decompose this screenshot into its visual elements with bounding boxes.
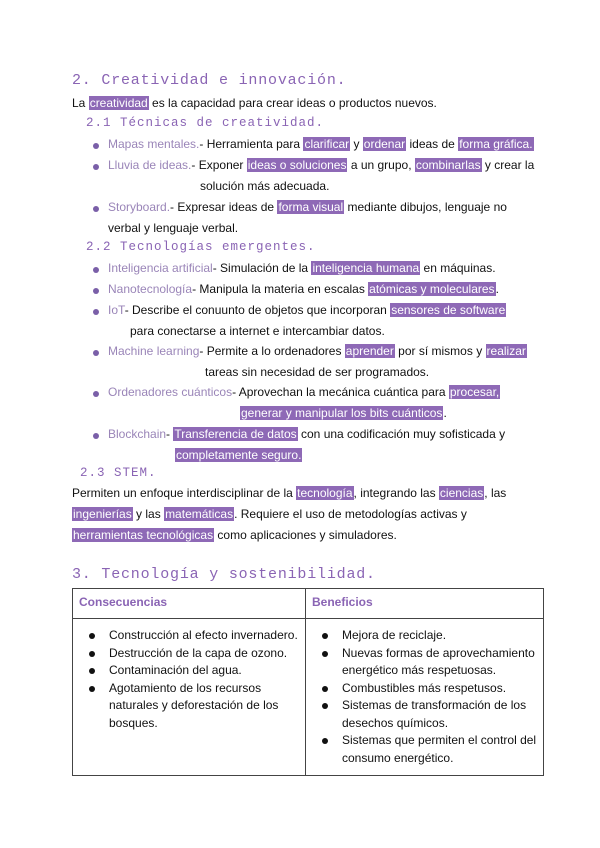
text: - Describe el conuunto de objetos que incorporan <box>124 303 391 317</box>
text: . <box>443 406 447 420</box>
list-item <box>79 645 299 663</box>
term: IoT <box>108 303 125 317</box>
text: como aplicaciones y simuladores. <box>214 528 397 542</box>
text: y crear la <box>481 158 535 172</box>
text: - Exponer <box>191 158 247 172</box>
list-item <box>312 732 537 767</box>
highlight: ideas o soluciones <box>247 158 347 172</box>
list-item-nano <box>108 282 499 297</box>
highlight: combinarlas <box>415 158 481 172</box>
text: a un grupo, <box>347 158 415 172</box>
bullet-dot <box>322 633 328 639</box>
text: y las <box>132 507 165 521</box>
bullet-dot <box>93 206 99 212</box>
subsection-2-2-title: 2.2 Tecnologías emergentes. <box>86 240 316 254</box>
list-item-iot-cont: para conectarse a internet e intercambiar datos. <box>130 324 385 338</box>
list-item-lluvia-cont: solución más adecuada. <box>200 179 330 193</box>
item-text: Sistemas de transformación de los desechos químicos. <box>342 698 527 730</box>
term: Lluvia de ideas. <box>108 158 192 172</box>
stem-paragraph-line-2 <box>72 507 467 522</box>
section-2-intro <box>72 96 437 111</box>
stem-paragraph-line-1 <box>72 486 506 501</box>
item-text: Combustibles más respetusos. <box>342 680 507 695</box>
term: Nanotecnología <box>108 282 193 296</box>
list-item-ml <box>108 344 527 359</box>
list-item-ml-cont: tareas sin necesidad de ser programados. <box>205 365 430 379</box>
list-item-storyboard-cont: verbal y lenguaje verbal. <box>108 221 239 235</box>
highlight: tecnología <box>297 486 353 500</box>
list-item-blockchain <box>108 427 505 442</box>
text: - Manipula la materia en escalas <box>192 282 369 296</box>
stem-paragraph-line-3 <box>72 528 397 543</box>
term: Machine learning <box>108 344 200 358</box>
highlight: completamente seguro. <box>176 448 302 462</box>
list-item <box>312 627 537 645</box>
highlight: matemáticas <box>165 507 234 521</box>
highlight: creatividad <box>89 96 148 110</box>
highlight: inteligencia humana <box>312 261 420 275</box>
highlight: aprender <box>345 344 394 358</box>
beneficios-list <box>312 627 537 767</box>
text: por sí mismos y <box>394 344 486 358</box>
text: , integrando las <box>353 486 439 500</box>
highlight: procesar, <box>449 385 500 399</box>
bullet-dot <box>322 703 328 709</box>
bullet-dot <box>89 686 95 692</box>
item-text: Mejora de reciclaje. <box>342 628 447 642</box>
highlight: Transferencia de datos <box>174 427 297 441</box>
highlight: ingenierías <box>73 507 132 521</box>
table-row <box>73 619 544 776</box>
item-text: Destrucción de la capa de ozono. <box>109 645 288 660</box>
subsection-2-3-title: 2.3 STEM. <box>80 466 157 480</box>
highlight: forma visual <box>278 200 344 214</box>
bullet-dot <box>322 686 328 692</box>
item-text: Sistemas que permiten el control del consumo energético. <box>342 733 537 765</box>
sustainability-table <box>72 588 544 776</box>
item-text: Construcción al efecto invernadero. <box>109 628 298 642</box>
bullet-dot <box>89 651 95 657</box>
highlight: forma gráfica. <box>459 137 533 151</box>
list-item <box>312 645 537 680</box>
highlight: sensores de software <box>391 303 506 317</box>
text: - Simulación de la <box>212 261 312 275</box>
term: Blockchain <box>108 427 167 441</box>
text: - Aprovechan la mecánica cuántica para <box>232 385 449 399</box>
text: - <box>166 427 174 441</box>
text: . Requiere el uso de metodologías activas y <box>234 507 467 521</box>
text: , las <box>484 486 507 500</box>
consecuencias-list <box>79 627 299 732</box>
highlight: realizar <box>486 344 526 358</box>
bullet-dot <box>93 309 99 315</box>
highlight: herramientas tecnológicas <box>73 528 214 542</box>
text: mediante dibujos, lenguaje no <box>344 200 507 214</box>
table-header-row <box>73 589 544 619</box>
bullet-dot <box>93 433 99 439</box>
list-item-quantum-cont <box>240 406 447 421</box>
list-item-mapas <box>108 137 534 152</box>
text: . <box>495 282 499 296</box>
term: Inteligencia artificial <box>108 261 213 275</box>
list-item-lluvia <box>108 158 534 173</box>
list-item <box>312 680 537 698</box>
list-item <box>79 627 299 645</box>
bullet-dot <box>322 738 328 744</box>
item-text: Agotamiento de los recursos naturales y deforestación de los bosques. <box>109 680 279 730</box>
term: Mapas mentales. <box>108 137 200 151</box>
list-item-blockchain-cont <box>175 448 302 463</box>
section-2-title: 2. Creatividad e innovación. <box>72 72 347 89</box>
consecuencias-cell <box>73 619 306 776</box>
text: en máquinas. <box>420 261 496 275</box>
list-item-storyboard <box>108 200 507 215</box>
text: con una codificación muy sofisticada y <box>297 427 506 441</box>
section-3-title: 3. Tecnología y sostenibilidad. <box>72 566 376 583</box>
list-item <box>79 680 299 733</box>
list-item <box>79 662 299 680</box>
bullet-dot <box>93 143 99 149</box>
beneficios-cell <box>306 619 544 776</box>
list-item-iot <box>108 303 506 318</box>
list-item-ia <box>108 261 496 276</box>
bullet-dot <box>93 164 99 170</box>
intro-text: La <box>72 96 89 110</box>
bullet-dot <box>89 633 95 639</box>
highlight: clarificar <box>304 137 350 151</box>
intro-text: es la capacidad para crear ideas o productos nuevos. <box>148 96 437 110</box>
text: - Herramienta para <box>199 137 304 151</box>
highlight: atómicas y moleculares <box>369 282 495 296</box>
bullet-dot <box>93 391 99 397</box>
item-text: Contaminación del agua. <box>109 663 242 677</box>
highlight: ciencias <box>439 486 484 500</box>
text: ideas de <box>406 137 459 151</box>
list-item-quantum <box>108 385 500 400</box>
text: - Permite a lo ordenadores <box>199 344 345 358</box>
item-text: Nuevas formas de aprovechamiento energético más respetuosas. <box>342 645 535 677</box>
highlight: ordenar <box>363 137 406 151</box>
bullet-dot <box>89 668 95 674</box>
list-item <box>312 697 537 732</box>
text: - Expresar ideas de <box>170 200 278 214</box>
bullet-dot <box>322 651 328 657</box>
bullet-dot <box>93 288 99 294</box>
col-header-beneficios: Beneficios <box>306 589 544 619</box>
subsection-2-1-title: 2.1 Técnicas de creatividad. <box>86 116 325 130</box>
text: Permiten un enfoque interdisciplinar de la <box>72 486 297 500</box>
term: Ordenadores cuánticos <box>108 385 233 399</box>
bullet-dot <box>93 267 99 273</box>
highlight: generar y manipular los bits cuánticos <box>241 406 443 420</box>
text: y <box>350 137 363 151</box>
term: Storyboard. <box>108 200 171 214</box>
bullet-dot <box>93 350 99 356</box>
col-header-consecuencias: Consecuencias <box>73 589 306 619</box>
